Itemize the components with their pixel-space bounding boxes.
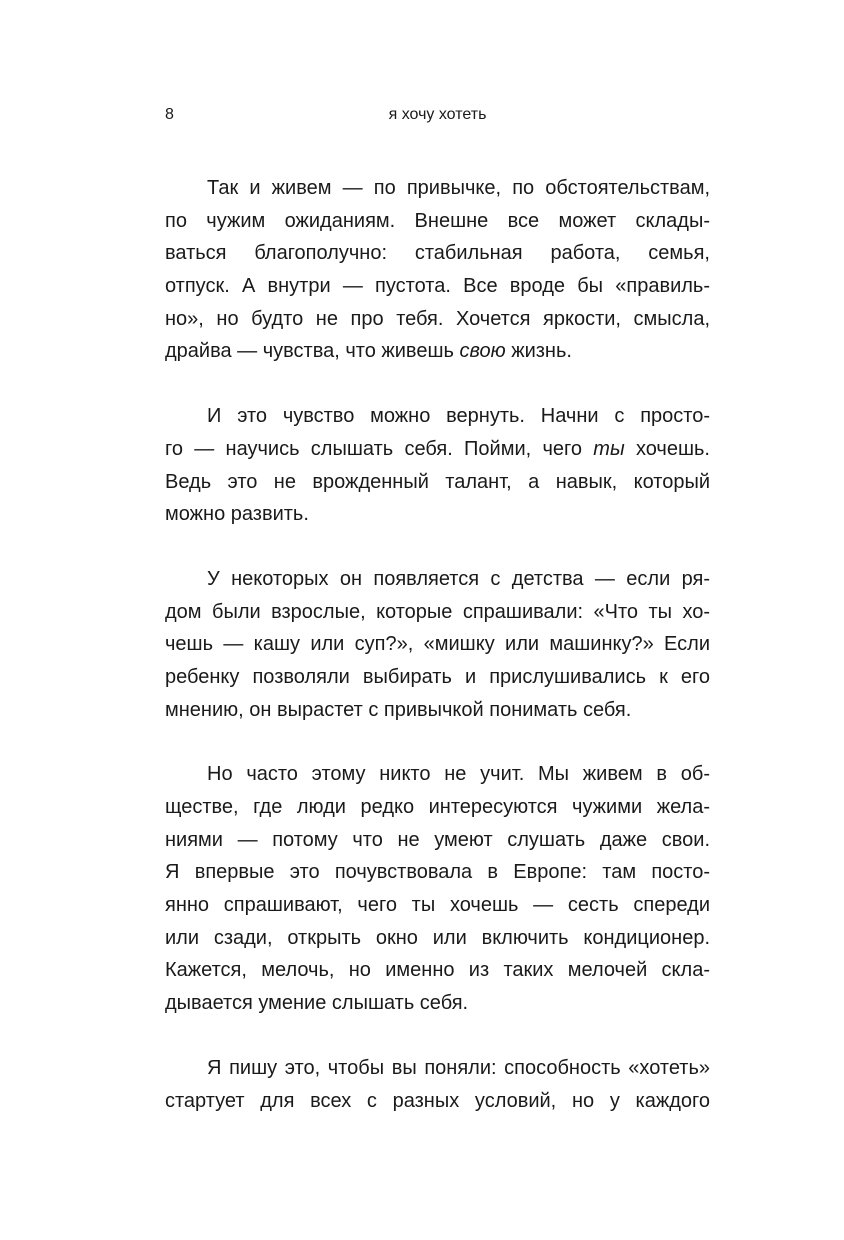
text-line: Кажется, мелочь, но именно из таких мелочей скла- xyxy=(165,959,710,982)
text-line: ваться благополучно: стабильная работа, семья, xyxy=(165,242,710,265)
text-line: Я пишу это, чтобы вы поняли: способность «хотеть» xyxy=(207,1056,710,1079)
paragraph-1 xyxy=(165,172,710,368)
page-body xyxy=(165,172,710,1149)
book-title: я хочу хотеть xyxy=(388,106,487,123)
text-line: стартует для всех с разных условий, но у каждого xyxy=(165,1089,710,1112)
text-run: жизнь. xyxy=(505,340,572,363)
paragraph-5 xyxy=(165,1052,710,1117)
text-line: Я впервые это почувствовала в Европе: там посто- xyxy=(165,861,710,884)
text-line: Но часто этому никто не учит. Мы живем в об- xyxy=(207,763,710,786)
text-line: янно спрашивают, чего ты хочешь — сесть спереди xyxy=(165,894,710,917)
paragraph-4 xyxy=(165,758,710,1020)
emphasis-text: свою xyxy=(459,340,506,363)
text-run: драйва — чувства, что живешь xyxy=(165,340,460,363)
text-line: но», но будто не про тебя. Хочется яркости, смысла, xyxy=(165,307,710,330)
text-line: можно развить. xyxy=(165,503,309,526)
text-line: ребенку позволяли выбирать и прислушивались к его xyxy=(165,665,710,688)
text-line: или сзади, открыть окно или включить кондиционер. xyxy=(165,926,710,949)
text-line: отпуск. А внутри — пустота. Все вроде бы «правиль- xyxy=(165,275,710,298)
text-line: Так и живем — по привычке, по обстоятельствам, xyxy=(207,177,710,199)
text-line: У некоторых он появляется с детства — если ря- xyxy=(207,567,710,590)
text-line: Ведь это не врожденный талант, а навык, который xyxy=(165,470,710,493)
running-header xyxy=(165,103,710,127)
text-run: хочешь. xyxy=(624,437,710,460)
emphasis-text: ты xyxy=(593,437,625,460)
text-line xyxy=(165,335,710,368)
text-line: мнению, он вырастет с привычкой понимать себя. xyxy=(165,698,632,721)
text-line: дом были взрослые, которые спрашивали: «Что ты хо- xyxy=(165,600,710,623)
text-line: И это чувство можно вернуть. Начни с просто- xyxy=(207,405,710,428)
text-line: ниями — потому что не умеют слушать даже свои. xyxy=(165,828,710,851)
page-number: 8 xyxy=(165,106,174,123)
text-line xyxy=(165,433,710,466)
text-line: ществе, где люди редко интересуются чужими жела- xyxy=(165,796,710,818)
text-line: дывается умение слышать себя. xyxy=(165,992,469,1015)
paragraph-3 xyxy=(165,563,710,726)
text-run: го — научись слышать себя. Пойми, чего xyxy=(165,437,594,460)
text-line: чешь — кашу или суп?», «мишку или машинку?» Если xyxy=(165,633,710,656)
paragraph-2 xyxy=(165,400,710,531)
text-line: по чужим ожиданиям. Внешне все может склады- xyxy=(165,209,710,232)
